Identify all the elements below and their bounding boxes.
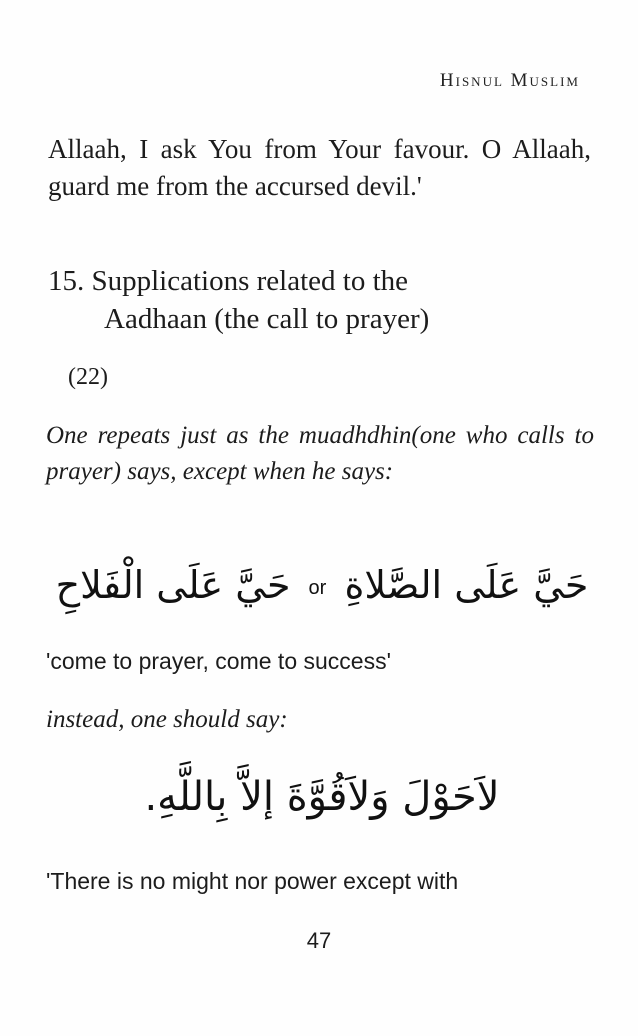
translation-no-might-nor-power: 'There is no might nor power except with: [46, 868, 459, 894]
arabic-phrase-come-to-prayer: [48, 555, 596, 618]
hadith-reference-number: (22): [68, 364, 108, 390]
running-header: Hisnul Muslim: [439, 70, 580, 91]
opening-paragraph: Allaah, I ask You from Your favour. O Allaah, guard me from the accursed devil.': [48, 134, 591, 201]
section-heading: [48, 262, 608, 338]
arabic-la-hawla: لاَحَوْلَ وَلاَقُوَّةَ إلاَّ بِاللَّهِ.: [144, 774, 500, 820]
translation-come-to-prayer: 'come to prayer, come to success': [46, 648, 391, 674]
arabic-hayya-alal-falah: حَيَّ عَلَى الْفَلاحِ: [55, 563, 291, 607]
instead-instruction: instead, one should say:: [46, 706, 288, 733]
page-number: 47: [306, 928, 332, 953]
arabic-hayya-alas-salah: حَيَّ عَلَى الصَّلاةِ: [344, 563, 589, 607]
section-heading-line-2: Aadhaan (the call to prayer): [104, 303, 430, 335]
section-heading-line-1: 15. Supplications related to the: [48, 265, 409, 297]
or-connector: or: [308, 576, 327, 599]
instruction-paragraph: One repeats just as the muadhdhin(one who calls to prayer) says, except when he says:: [46, 422, 594, 485]
